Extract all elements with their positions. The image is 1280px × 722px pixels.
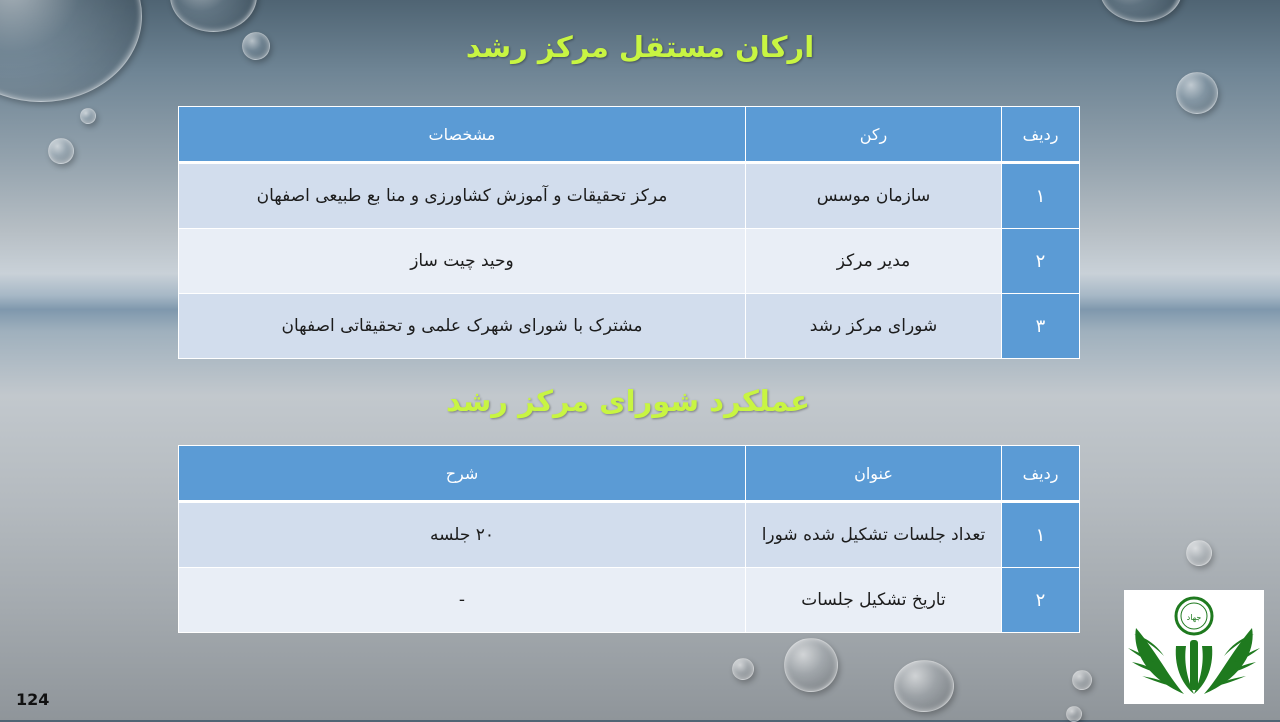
row-title: تعداد جلسات تشکیل شده شورا [746, 502, 1002, 568]
row-number: ۱ [1002, 502, 1080, 568]
column-header: شرح [179, 446, 746, 502]
jahad-keshavarzi-logo [1124, 590, 1264, 704]
svg-text:جهاد: جهاد [1186, 613, 1202, 622]
slide-title-components: ارکان مستقل مرکز رشد [465, 30, 815, 64]
bubble-decoration [732, 658, 754, 680]
bubble-decoration [1100, 0, 1182, 22]
table-row [179, 568, 1080, 633]
page-number: 124 [16, 690, 50, 709]
table-row [179, 294, 1080, 359]
bubble-decoration [894, 660, 954, 712]
column-header: رکن [746, 107, 1002, 163]
column-header: عنوان [746, 446, 1002, 502]
table-row [179, 229, 1080, 294]
bubble-decoration [80, 108, 96, 124]
row-number: ۱ [1002, 163, 1080, 229]
row-number: ۲ [1002, 568, 1080, 633]
row-description: وحید چیت ساز [179, 229, 746, 294]
bubble-decoration [170, 0, 257, 32]
row-component: سازمان موسس [746, 163, 1002, 229]
performance-table [178, 445, 1080, 633]
bubble-decoration [1072, 670, 1092, 690]
row-number: ۳ [1002, 294, 1080, 359]
row-description: مشترک با شورای شهرک علمی و تحقیقاتی اصفهان [179, 294, 746, 359]
row-component: مدیر مرکز [746, 229, 1002, 294]
bubble-decoration [784, 638, 838, 692]
components-table [178, 106, 1080, 359]
row-description: - [179, 568, 746, 633]
bubble-decoration [1176, 72, 1218, 114]
jahad-keshavarzi-emblem-icon [1124, 590, 1264, 704]
column-header: ردیف [1002, 107, 1080, 163]
slide-title-performance: عملکرد شورای مرکز رشد [446, 384, 810, 418]
row-component: شورای مرکز رشد [746, 294, 1002, 359]
row-description: ۲۰ جلسه [179, 502, 746, 568]
row-title: تاریخ تشکیل جلسات [746, 568, 1002, 633]
table-row [179, 502, 1080, 568]
column-header: ردیف [1002, 446, 1080, 502]
table-header-row [179, 107, 1080, 163]
table-header-row [179, 446, 1080, 502]
column-header: مشخصات [179, 107, 746, 163]
table-row [179, 163, 1080, 229]
bubble-decoration [1186, 540, 1212, 566]
row-number: ۲ [1002, 229, 1080, 294]
row-description: مرکز تحقیقات و آموزش کشاورزی و منا بع طبیعی اصفهان [179, 163, 746, 229]
bubble-decoration [48, 138, 74, 164]
